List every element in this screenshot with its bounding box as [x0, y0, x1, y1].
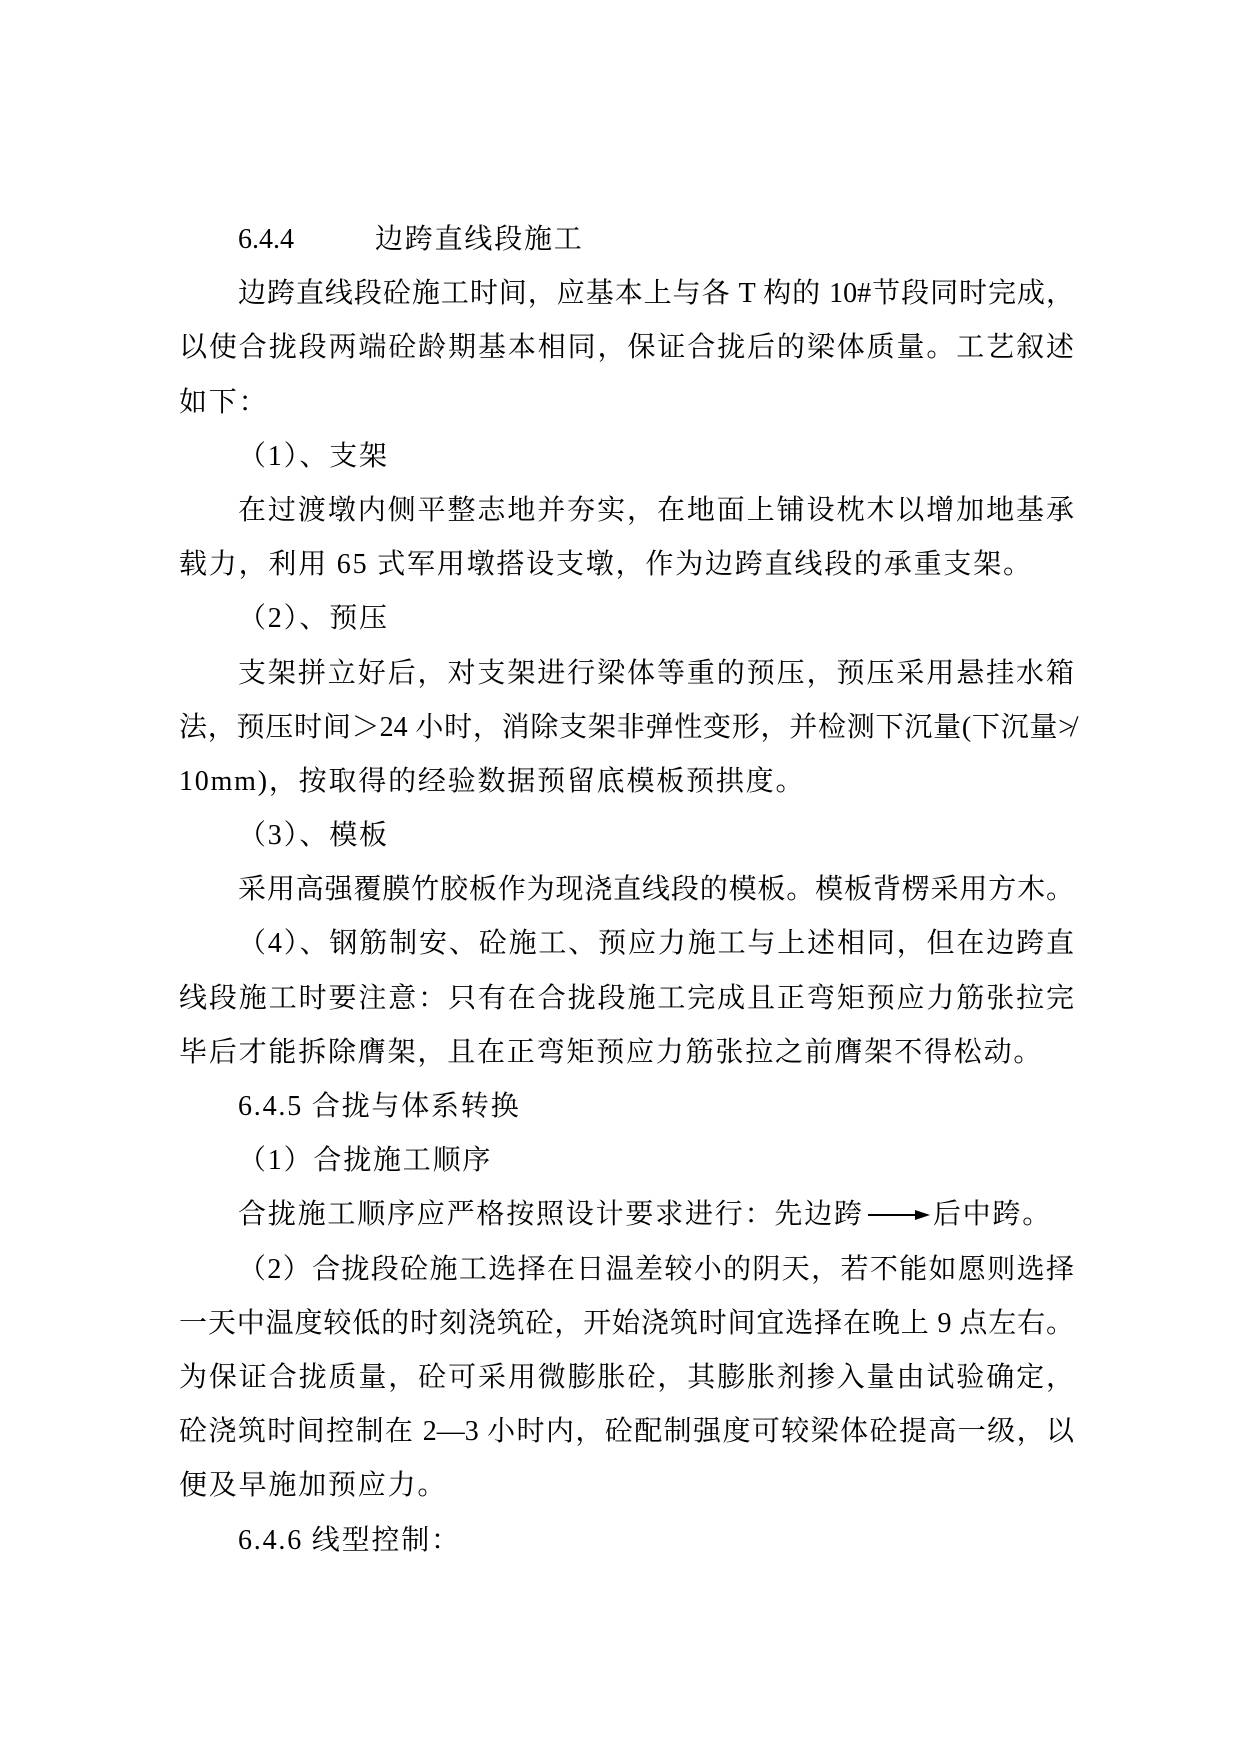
- sequence-text-after: 后中跨。: [932, 1199, 1053, 1231]
- paragraph-line: 10mm)，按取得的经验数据预留底模板预拱度。: [179, 765, 806, 797]
- right-arrow-icon: [868, 1188, 930, 1242]
- paragraph-line: 采用高强覆膜竹胶板作为现浇直线段的模板。模板背楞采用方木。: [238, 874, 1074, 906]
- paragraph-line: 如下：: [179, 386, 269, 418]
- paragraph-line: 便及早施加预应力。: [179, 1470, 448, 1502]
- paragraph-line: （4）、钢筋制安、砼施工、预应力施工与上述相同，但在边跨直: [238, 928, 1074, 960]
- document-page: [179, 213, 1074, 1568]
- paragraph-line: 砼浇筑时间控制在 2—3 小时内，砼配制强度可较梁体砼提高一级，以: [179, 1416, 1074, 1448]
- paragraph-line: 支架拼立好后，对支架进行梁体等重的预压，预压采用悬挂水箱: [238, 657, 1074, 689]
- paragraph-line: 线段施工时要注意：只有在合拢段施工完成且正弯矩预应力筋张拉完: [179, 982, 1074, 1014]
- paragraph-line: 为保证合拢质量，砼可采用微膨胀砼，其膨胀剂掺入量由试验确定，: [179, 1361, 1074, 1393]
- section-number: 6.4.4: [238, 224, 294, 255]
- item-label-closure-sequence: （1）合拢施工顺序: [238, 1145, 493, 1177]
- paragraph-line: 在过渡墩内侧平整志地并夯实，在地面上铺设枕木以增加地基承: [238, 494, 1074, 526]
- paragraph-line: 载力，利用 65 式军用墩搭设支墩，作为边跨直线段的承重支架。: [179, 549, 1033, 581]
- section-title: 边跨直线段施工: [375, 224, 584, 255]
- item-label-formwork: （3）、模板: [238, 820, 389, 852]
- paragraph-line: 毕后才能拆除膺架，且在正弯矩预应力筋张拉之前膺架不得松动。: [179, 1036, 1044, 1068]
- item-label-preload: （2）、预压: [238, 603, 389, 635]
- paragraph-line: 一天中温度较低的时刻浇筑砼，开始浇筑时间宜选择在晚上 9 点左右。: [179, 1307, 1074, 1339]
- item-label-support: （1）、支架: [238, 440, 389, 472]
- paragraph-line: 以使合拢段两端砼龄期基本相同，保证合拢后的梁体质量。工艺叙述: [179, 332, 1074, 364]
- section-heading-6-4-5: 6.4.5 合拢与体系转换: [238, 1091, 521, 1122]
- paragraph-line: （2）合拢段砼施工选择在日温差较小的阴天，若不能如愿则选择: [238, 1253, 1074, 1285]
- paragraph-line: 法，预压时间＞24 小时，消除支架非弹性变形，并检测下沉量(下沉量≯: [179, 711, 1074, 743]
- section-heading-6-4-6: 6.4.6 线型控制：: [238, 1524, 461, 1556]
- section-heading-6-4-4: [179, 213, 1074, 267]
- paragraph-line: 边跨直线段砼施工时间，应基本上与各 T 构的 10#节段同时完成，: [238, 278, 1074, 310]
- sequence-text-before: 合拢施工顺序应严格按照设计要求进行：先边跨: [238, 1199, 864, 1231]
- closure-sequence-line: [179, 1188, 1074, 1242]
